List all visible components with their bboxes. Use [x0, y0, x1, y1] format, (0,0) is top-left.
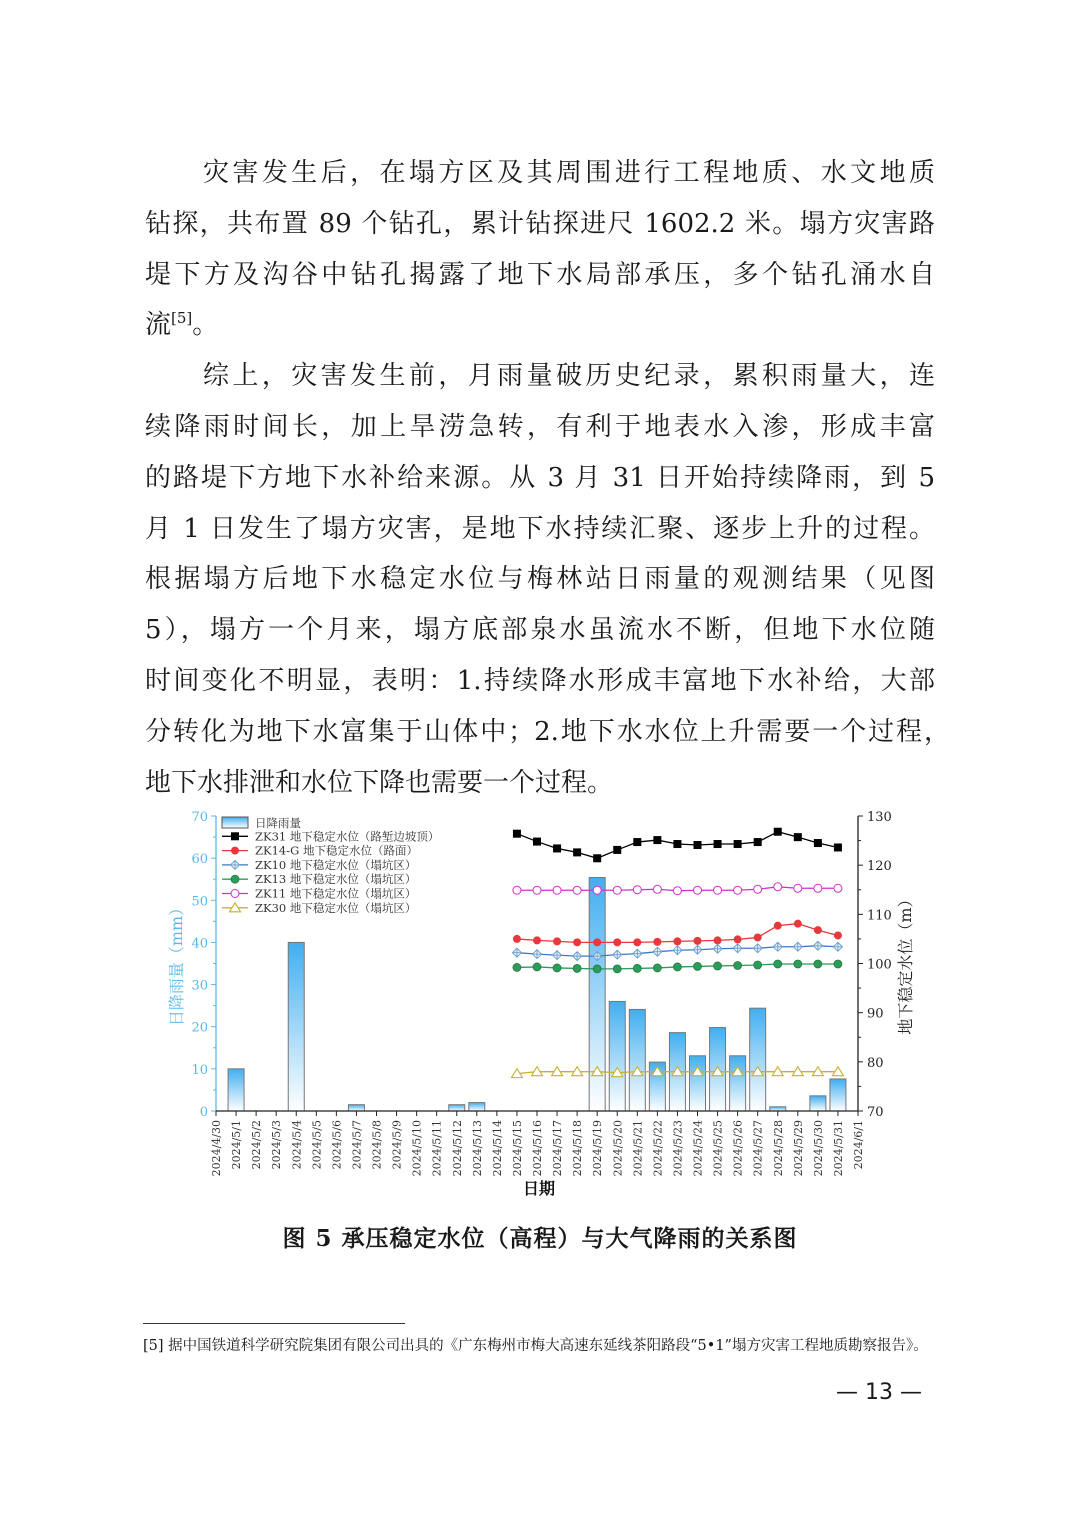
rain-bar — [348, 1105, 364, 1111]
x-tick-label: 2024/5/29 — [791, 1120, 805, 1177]
right-tick-label: 70 — [867, 1105, 884, 1120]
text-line: 综上，灾害发生前，月雨量破历史纪录，累积雨量大，连 — [203, 361, 935, 392]
x-tick-label: 2024/4/30 — [210, 1120, 223, 1177]
x-tick-label: 2024/5/17 — [551, 1120, 565, 1177]
x-tick-label: 2024/5/10 — [410, 1120, 424, 1177]
data-point-open-circle — [513, 886, 521, 894]
text-line: 堤下方及沟谷中钻孔揭露了地下水局部承压，多个钻孔涌水自 — [145, 259, 935, 290]
data-point-diamond — [553, 951, 562, 960]
data-point-circle — [794, 920, 802, 928]
data-point-open-circle — [714, 886, 722, 894]
legend-marker-open-circle — [231, 890, 239, 898]
data-point-circle — [553, 937, 561, 945]
data-point-square — [673, 840, 681, 848]
data-point-diamond — [512, 948, 521, 957]
data-point-open-circle — [653, 885, 661, 893]
rain-bar — [288, 942, 304, 1111]
data-point-diamond — [793, 942, 802, 951]
x-tick-label: 2024/5/5 — [310, 1120, 324, 1170]
data-point-dot — [533, 963, 541, 971]
data-point-dot — [633, 964, 641, 972]
data-point-square — [754, 838, 762, 846]
data-point-circle — [633, 938, 641, 946]
data-point-diamond — [653, 947, 662, 956]
left-tick-label: 20 — [191, 1020, 208, 1036]
x-tick-label: 2024/5/11 — [430, 1120, 444, 1177]
legend-label: 日降雨量 — [255, 816, 301, 830]
data-point-square — [814, 839, 822, 847]
data-point-dot — [714, 962, 722, 970]
data-point-diamond — [813, 941, 822, 950]
text-line: 续降雨时间长，加上旱涝急转，有利于地表水入渗，形成丰富 — [145, 411, 935, 442]
x-tick-label: 2024/5/3 — [270, 1120, 284, 1170]
right-tick-label: 100 — [867, 957, 892, 973]
data-point-dot — [513, 963, 521, 971]
data-point-dot — [673, 963, 681, 971]
data-point-circle — [593, 938, 601, 946]
x-tick-label: 2024/5/1 — [230, 1120, 244, 1170]
x-tick-label: 2024/5/22 — [651, 1120, 665, 1177]
data-point-diamond — [673, 946, 682, 955]
figure-caption: 图 5 承压稳定水位（高程）与大气降雨的关系图 — [282, 1225, 798, 1252]
data-point-circle — [573, 938, 581, 946]
text-line: 灾害发生后，在塌方区及其周围进行工程地质、水文地质 — [203, 158, 935, 188]
data-point-open-circle — [533, 886, 541, 894]
x-tick-label: 2024/5/19 — [591, 1120, 605, 1177]
data-point-open-circle — [694, 886, 702, 894]
data-point-square — [774, 828, 782, 836]
rain-bar — [690, 1056, 706, 1111]
x-tick-label: 2024/5/4 — [290, 1120, 304, 1170]
legend-swatch-rain — [222, 817, 248, 828]
data-point-dot — [734, 961, 742, 969]
data-point-diamond — [733, 944, 742, 953]
data-point-circle — [533, 936, 541, 944]
data-point-dot — [593, 965, 601, 973]
right-tick-label: 110 — [867, 908, 892, 924]
text-line: 5），塌方一个月来，塌方底部泉水虽流水不断，但地下水位随 — [145, 615, 935, 646]
data-point-circle — [834, 931, 842, 939]
data-point-square — [553, 844, 561, 852]
x-tick-label: 2024/5/18 — [571, 1120, 585, 1177]
data-point-square — [613, 846, 621, 854]
data-point-square — [633, 838, 641, 846]
left-tick-label: 70 — [191, 810, 208, 825]
data-point-circle — [613, 938, 621, 946]
text-line: 根据塌方后地下水稳定水位与梅林站日雨量的观测结果（见图 — [145, 564, 935, 595]
data-point-open-circle — [613, 886, 621, 894]
text-fragment: 。 — [192, 310, 219, 341]
data-point-dot — [814, 960, 822, 968]
data-point-circle — [694, 937, 702, 945]
data-point-square — [593, 854, 601, 862]
data-point-circle — [774, 922, 782, 930]
rain-bar — [629, 1009, 645, 1111]
data-point-open-circle — [794, 884, 802, 892]
left-axis-title: 日降雨量（mm） — [167, 899, 186, 1027]
data-point-square — [834, 843, 842, 851]
left-tick-label: 40 — [191, 936, 208, 952]
rain-bar — [449, 1105, 465, 1111]
legend-label: ZK30 地下稳定水位（塌坑区） — [255, 900, 417, 915]
legend-label: ZK14-G 地下稳定水位（路面） — [255, 843, 418, 858]
x-tick-label: 2024/5/15 — [510, 1120, 524, 1177]
data-point-square — [714, 840, 722, 848]
legend-label: ZK31 地下稳定水位（路堑边坡顶） — [255, 829, 440, 844]
x-tick-label: 2024/5/23 — [671, 1120, 685, 1177]
data-point-diamond — [773, 942, 782, 951]
data-point-open-circle — [734, 886, 742, 894]
x-tick-label: 2024/5/2 — [250, 1120, 264, 1170]
data-point-dot — [834, 960, 842, 968]
data-point-dot — [754, 961, 762, 969]
rain-bar — [228, 1069, 244, 1111]
data-point-circle — [734, 935, 742, 943]
data-point-open-circle — [774, 883, 782, 891]
data-point-open-circle — [633, 886, 641, 894]
footnote-reference: [5] — [171, 309, 193, 328]
data-point-diamond — [573, 952, 582, 961]
x-tick-label: 2024/5/31 — [831, 1120, 845, 1177]
x-tick-label: 2024/5/13 — [470, 1120, 484, 1177]
text-line: 月 1 日发生了塌方灾害，是地下水持续汇聚、逐步上升的过程。 — [145, 513, 935, 544]
data-point-square — [653, 836, 661, 844]
x-tick-label: 2024/5/21 — [631, 1120, 645, 1177]
rain-bar — [730, 1056, 746, 1111]
left-tick-label: 60 — [191, 852, 208, 868]
data-point-open-circle — [573, 886, 581, 894]
x-tick-label: 2024/6/1 — [852, 1120, 865, 1170]
legend-marker-square — [231, 832, 239, 840]
data-point-dot — [613, 965, 621, 973]
left-tick-label: 50 — [191, 894, 208, 910]
page-number: — 13 — — [836, 1380, 922, 1405]
footnote-divider — [143, 1323, 405, 1324]
data-point-square — [734, 840, 742, 848]
x-tick-label: 2024/5/6 — [330, 1120, 344, 1170]
data-point-circle — [673, 937, 681, 945]
data-point-diamond — [833, 942, 842, 951]
data-point-dot — [794, 960, 802, 968]
data-point-open-circle — [814, 884, 822, 892]
text-line: 时间变化不明显，表明：1.持续降水形成丰富地下水补给，大部 — [145, 665, 935, 696]
data-point-dot — [573, 964, 581, 972]
rain-bar — [810, 1096, 826, 1111]
right-tick-label: 80 — [867, 1055, 884, 1071]
data-point-open-circle — [834, 884, 842, 892]
data-point-circle — [814, 926, 822, 934]
x-tick-label: 2024/5/20 — [611, 1120, 625, 1177]
data-point-diamond — [633, 949, 642, 958]
data-point-square — [794, 833, 802, 841]
right-tick-label: 120 — [867, 859, 892, 875]
legend-marker-circle — [231, 847, 239, 855]
x-tick-label: 2024/5/25 — [711, 1120, 725, 1177]
data-point-dot — [774, 960, 782, 968]
right-tick-label: 90 — [867, 1006, 884, 1022]
text-line: 的路堤下方地下水补给来源。从 3 月 31 日开始持续降雨，到 5 — [145, 462, 935, 493]
data-point-dot — [653, 964, 661, 972]
data-point-square — [573, 848, 581, 856]
data-point-diamond — [613, 950, 622, 959]
data-point-circle — [513, 935, 521, 943]
right-tick-label: 130 — [867, 810, 892, 825]
data-point-circle — [754, 933, 762, 941]
legend-marker-dot — [231, 875, 239, 883]
footnote: [5] 据中国铁道科学研究院集团有限公司出具的《广东梅州市梅大高速东延线茶阳路段“5•1”塌方灾害工程地质勘察报告》。 — [143, 1338, 928, 1354]
data-point-square — [513, 830, 521, 838]
x-tick-label: 2024/5/9 — [390, 1120, 404, 1170]
data-point-square — [694, 841, 702, 849]
data-point-dot — [694, 962, 702, 970]
text-fragment: 流 — [145, 310, 172, 341]
legend-label: ZK10 地下稳定水位（塌坑区） — [255, 857, 417, 872]
data-point-diamond — [693, 945, 702, 954]
data-point-open-circle — [754, 885, 762, 893]
data-point-dot — [553, 964, 561, 972]
rain-bar — [469, 1103, 485, 1111]
x-tick-label: 2024/5/24 — [691, 1120, 705, 1177]
data-point-circle — [653, 938, 661, 946]
x-tick-label: 2024/5/28 — [771, 1120, 785, 1177]
text-line: 分转化为地下水富集于山体中；2.地下水水位上升需要一个过程， — [145, 716, 950, 747]
rain-bar — [830, 1079, 846, 1111]
rain-bar — [750, 1008, 766, 1111]
data-point-diamond — [533, 950, 542, 959]
right-axis-title: 地下稳定水位（m） — [896, 891, 915, 1035]
text-line: 地下水排泄和水位下降也需要一个过程。 — [145, 767, 614, 798]
data-point-square — [533, 838, 541, 846]
x-tick-label: 2024/5/7 — [350, 1120, 364, 1170]
data-point-diamond — [753, 944, 762, 953]
x-tick-label: 2024/5/8 — [370, 1120, 384, 1170]
x-tick-label: 2024/5/12 — [450, 1120, 464, 1177]
left-tick-label: 10 — [191, 1062, 208, 1078]
x-axis-title: 日期 — [522, 1179, 556, 1198]
data-point-open-circle — [673, 887, 681, 895]
x-tick-label: 2024/5/30 — [811, 1120, 825, 1177]
legend-label: ZK13 地下稳定水位（塌坑区） — [255, 872, 417, 887]
x-tick-label: 2024/5/14 — [490, 1120, 504, 1177]
legend-marker-diamond — [231, 860, 240, 869]
left-tick-label: 0 — [199, 1105, 208, 1120]
rain-bar — [609, 1001, 625, 1111]
data-point-open-circle — [593, 886, 601, 894]
data-point-open-circle — [553, 886, 561, 894]
legend-label: ZK11 地下稳定水位（塌坑区） — [255, 886, 417, 901]
x-tick-label: 2024/5/16 — [531, 1120, 544, 1177]
x-tick-label: 2024/5/27 — [751, 1120, 765, 1177]
text-line: 钻探，共布置 89 个钻孔，累计钻探进尺 1602.2 米。塌方灾害路 — [145, 208, 935, 239]
data-point-circle — [714, 936, 722, 944]
data-point-diamond — [713, 944, 722, 953]
left-tick-label: 30 — [191, 978, 208, 994]
x-tick-label: 2024/5/26 — [731, 1120, 745, 1177]
